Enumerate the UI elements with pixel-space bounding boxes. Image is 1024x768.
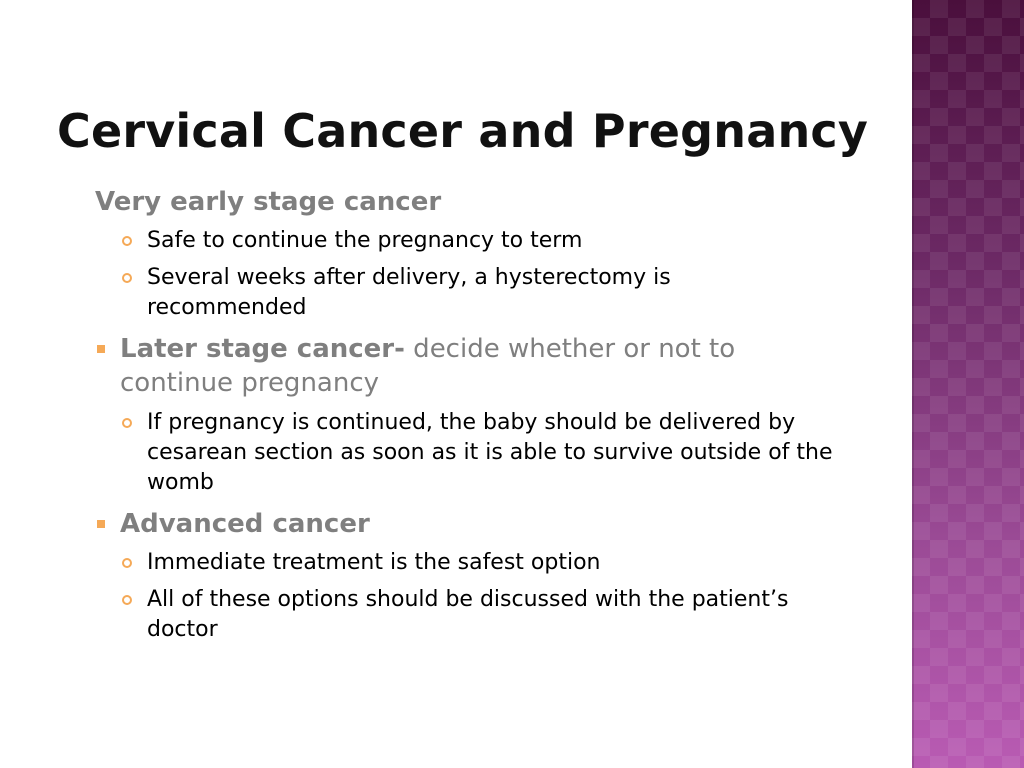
section-heading-rest: decide whether or not to continue pregnancy bbox=[120, 334, 736, 398]
section-heading-label: Later stage cancer- bbox=[120, 334, 405, 364]
bullet-text: If pregnancy is continued, the baby should be delivered by cesarean section as soon as it is able to survive outside of the womb bbox=[147, 410, 833, 495]
decorative-side-band bbox=[912, 0, 1024, 768]
circle-bullet-icon bbox=[122, 595, 132, 605]
section-heading-very-early bbox=[95, 185, 795, 219]
slide-title: Cervical Cancer and Pregnancy bbox=[57, 104, 869, 158]
bullet-text: Immediate treatment is the safest option bbox=[147, 550, 601, 575]
section-heading-advanced bbox=[120, 507, 820, 541]
section-heading-label: Advanced cancer bbox=[120, 509, 370, 539]
circle-bullet-icon bbox=[122, 418, 132, 428]
bullet-text: Several weeks after delivery, a hysterectomy is recommended bbox=[147, 265, 671, 320]
circle-bullet-icon bbox=[122, 236, 132, 246]
square-bullet-icon bbox=[97, 520, 105, 528]
section-heading-later-stage bbox=[120, 332, 840, 400]
circle-bullet-icon bbox=[122, 558, 132, 568]
circle-bullet-icon bbox=[122, 273, 132, 283]
bullet-text: Safe to continue the pregnancy to term bbox=[147, 228, 583, 253]
square-bullet-icon bbox=[97, 345, 105, 353]
section-heading-label: Very early stage cancer bbox=[95, 187, 442, 217]
bullet-text: All of these options should be discussed with the patient’s doctor bbox=[147, 587, 789, 642]
